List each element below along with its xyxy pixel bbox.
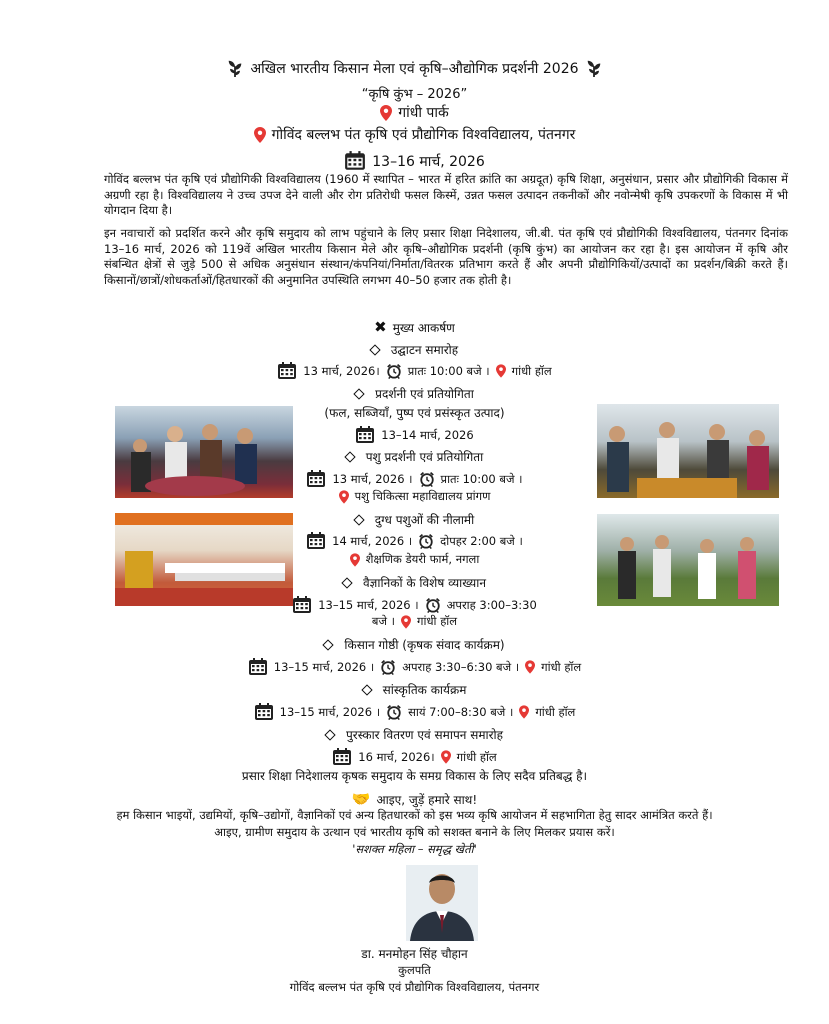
location-pin-icon [525,660,535,674]
location-pin-icon [380,105,392,121]
photo-ceremony-hall [115,513,293,606]
event-goshthi-details [0,658,829,676]
event-date: 14 मार्च, 2026 । [332,533,413,548]
event-place: गांधी हॉल [541,659,582,674]
event-title-text: पशु प्रदर्शनी एवं प्रतियोगिता [365,450,484,464]
event-exhibition-subtitle: (फल, सब्जियाँ, पुष्प एवं प्रसंस्कृत उत्पाद) [324,406,505,420]
location-pin-icon [401,615,411,629]
calendar-icon [344,151,366,171]
invitation-line-2: आइए, ग्रामीण समुदाय के उत्थान एवं भारतीय कृषि को सशक्त बनाने के लिए मिलकर प्रयास करें। [214,825,615,839]
event-cultural-title [0,681,829,698]
event-title-text: प्रदर्शनी एवं प्रतियोगिता [375,387,474,401]
alarm-clock-icon [425,597,441,613]
diamond-bullet-icon [344,451,355,462]
university-name: गोविंद बल्लभ पंत कृषि एवं प्रौद्योगिक विश्वविद्यालय, पंतनगर [271,127,576,143]
calendar-icon [277,362,297,380]
diamond-bullet-icon [353,514,364,525]
alarm-clock-icon [418,533,434,549]
event-date: 16 मार्च, 2026। [358,749,435,764]
event-inauguration-title [0,341,829,358]
event-title-text: वैज्ञानिकों के विशेष व्याख्यान [362,576,487,590]
event-tagline: “कृषि कुंभ – 2026” [361,87,468,102]
event-place: गांधी हॉल [511,363,552,378]
calendar-icon [292,596,312,614]
location-pin-icon [441,750,451,764]
event-inauguration-details [0,362,829,380]
diamond-bullet-icon [369,344,380,355]
event-goshthi-title [0,636,829,653]
photo-exhibition-visit [115,406,293,498]
event-awards-details [0,748,829,766]
join-heading-line [0,790,829,808]
calendar-icon [306,532,326,550]
photo-stall-visit [597,404,779,498]
event-time: सायं 7:00–8:30 बजे । [408,704,514,719]
intro-paragraph-2: इन नवाचारों को प्रदर्शित करने और कृषि समुदाय को लाभ पहुंचाने के लिए प्रसार शिक्षा निदेशालय, जी.बी. पंत कृषि एवं प्रौद्योगिकी विश्वविद्यालय, पंतनगर दिनांक 13–16 मार्च, 2026 को 119वें अखिल भारतीय किसान मेले और कृषि–औद्योगिक प्रदर्शनी (कृषि कुंभ) का आयोजन कर रहा है। इस आयोजन में कृषि और संबन्धित क्षेत्रों से जुड़े 500 से अधिक अनुसंधान संस्थान/कंपनियां/निर्माता/वितरक प्रतिभाग करते हैं और अपनी प्रौद्योगिकियों/उत्पादों का प्रदर्शन/बिक्री करते हैं। किसानों/छात्रों/शोधकर्ताओं/हितधारकों की अनुमानित उपस्थिति लगभग 40–50 हजार तक होती है। [104,226,788,287]
diamond-bullet-icon [324,729,335,740]
event-exhibition-title [0,385,829,402]
alarm-clock-icon [386,704,402,720]
event-title-text: पुरस्कार वितरण एवं समापन समारोह [345,728,504,742]
event-title-text: दुग्ध पशुओं की नीलामी [374,513,475,527]
event-date: 13–15 मार्च, 2026 । [273,659,375,674]
location-pin-icon [254,127,266,143]
event-awards-title [0,726,829,743]
event-place: शैक्षणिक डेयरी फार्म, नगला [365,552,480,566]
calendar-icon [306,470,326,488]
event-title-text: किसान गोष्ठी (कृषक संवाद कार्यक्रम) [344,638,505,652]
avatar [406,865,478,941]
portrait-illustration [406,865,478,941]
event-date: 13–14 मार्च, 2026 [381,427,474,442]
event-title-text: उद्घाटन समारोह [390,343,459,357]
event-date: 13–15 मार्च, 2026 । [318,597,419,612]
leaf-logo-icon [585,58,603,78]
intro-paragraph-1: गोविंद बल्लभ पंत कृषि एवं प्रौद्योगिकी विश्वविद्यालय (1960 में स्थापित – भारत में हरित क्रांति का अग्रदूत) कृषि शिक्षा, अनुसंधान, प्रसार और प्रौद्योगिकी विकास में अग्रणी रहा है। विश्वविद्यालय ने उच्च उपज देने वाली और रोग प्रतिरोधी फसल किस्में, उन्नत फसल उत्पादन तकनीकों और नवोन्मेषी कृषि उपकरणों के विकास में भी योगदान दिया है। [104,172,788,217]
location-pin-icon [496,364,506,378]
calendar-icon [248,658,268,676]
event-title-line [0,58,829,78]
commitment-statement: प्रसार शिक्षा निदेशालय कृषक समुदाय के समग्र विकास के लिए सदैव प्रतिबद्ध है। [241,769,588,783]
event-time-continued: बजे । [371,614,396,628]
signatory-name: डा. मनमोहन सिंह चौहान [361,947,468,961]
venue-line [0,103,829,122]
photo-people-illustration [597,514,779,606]
dates-line [0,151,829,171]
university-line [0,125,829,144]
handshake-icon: 🤝 [351,790,371,808]
leaf-logo-icon [226,58,244,78]
tools-icon: ✖ [374,318,387,336]
event-cultural-details [0,703,829,721]
photo-hall-illustration [115,513,293,606]
diamond-bullet-icon [353,388,364,399]
photo-people-illustration [597,404,779,498]
signatory-designation: कुलपति [398,963,431,977]
event-title-text: सांस्कृतिक कार्यक्रम [382,683,467,697]
photo-field-visit [597,514,779,606]
diamond-bullet-icon [341,577,352,588]
event-place: पशु चिकित्सा महाविद्यालय प्रांगण [354,489,491,503]
calendar-icon [332,748,352,766]
join-heading: आइए, जुड़ें हमारे साथ! [376,792,478,807]
event-place: गांधी हॉल [456,749,497,764]
event-time: प्रातः 10:00 बजे । [440,471,523,486]
alarm-clock-icon [419,471,435,487]
location-pin-icon [350,553,360,567]
diamond-bullet-icon [361,684,372,695]
event-time: अपराह 3:00–3:30 [446,597,537,612]
calendar-icon [355,426,375,444]
event-date: 13–15 मार्च, 2026 । [279,704,381,719]
diamond-bullet-icon [323,639,334,650]
event-time: प्रातः 10:00 बजे । [407,363,490,378]
event-date: 13 मार्च, 2026। [303,363,380,378]
event-date: 13 मार्च, 2026 । [332,471,413,486]
location-pin-icon [519,705,529,719]
venue: गांधी पार्क [398,105,449,121]
location-pin-icon [339,490,349,504]
signatory-institution: गोविंद बल्लभ पंत कृषि एवं प्रौद्योगिक विश्वविद्यालय, पंतनगर [289,980,540,994]
event-dates: 13–16 मार्च, 2026 [372,153,485,170]
invitation-line-1: हम किसान भाइयों, उद्यमियों, कृषि–उद्योगों, वैज्ञानिकों एवं अन्य हितधारकों को इस भव्य कृषि आयोजन में सहभागिता हेतु सादर आमंत्रित करते हैं। [116,808,713,822]
alarm-clock-icon [380,659,396,675]
alarm-clock-icon [386,363,402,379]
event-place: गांधी हॉल [417,614,458,628]
event-place: गांधी हॉल [535,704,576,719]
attractions-heading-text: मुख्य आकर्षण [392,320,455,335]
slogan: 'सशक्त महिला – समृद्ध खेती' [352,842,477,856]
event-title: अखिल भारतीय किसान मेला एवं कृषि–औद्योगिक प्रदर्शनी 2026 [250,60,579,77]
calendar-icon [254,703,274,721]
event-lectures-place [0,614,829,629]
event-time: दोपहर 2:00 बजे । [440,533,523,548]
photo-people-illustration [115,406,293,498]
attractions-heading [0,318,829,336]
event-time: अपराह 3:30–6:30 बजे । [402,659,520,674]
